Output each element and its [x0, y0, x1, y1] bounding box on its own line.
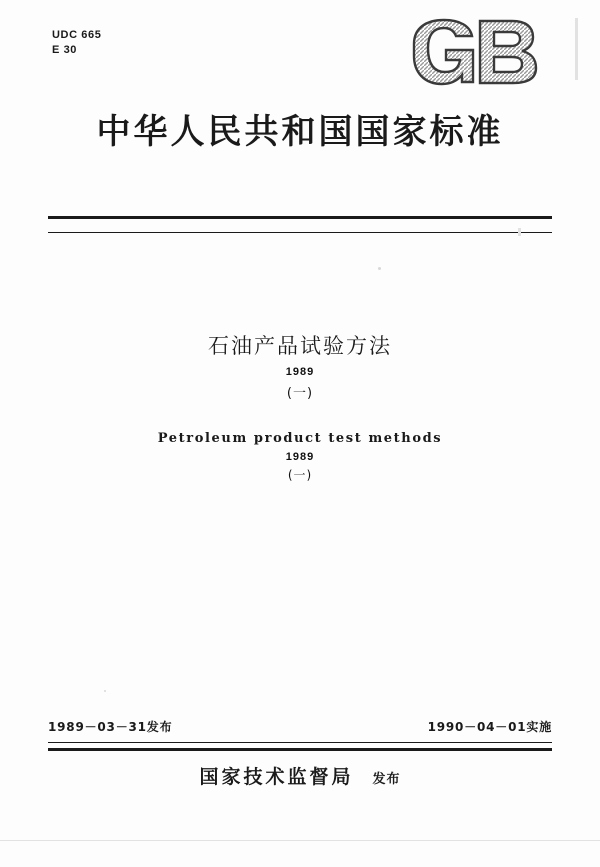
footer-rule-thin	[48, 742, 552, 743]
header-rule-thick	[48, 216, 552, 219]
udc-code: UDC 665	[52, 29, 102, 41]
scan-artifact	[378, 267, 381, 270]
header-rule-thin	[48, 232, 552, 233]
title-block	[0, 330, 600, 483]
issuer-name: 国家技术监督局	[199, 766, 354, 788]
document-year-cn: 1989	[285, 366, 315, 378]
header-title: 中华人民共和国国家标准	[96, 112, 504, 152]
category-code: E 30	[52, 43, 78, 56]
effective-date: 1990－04－01实施	[427, 720, 552, 734]
gb-national-standard-logo-icon	[412, 18, 542, 90]
classification-block	[52, 28, 101, 58]
document-part-en: (一)	[287, 468, 313, 482]
document-part-cn: (一)	[286, 386, 314, 401]
scan-artifact	[104, 690, 106, 692]
document-title-en: Petroleum product test methods	[157, 431, 443, 446]
scan-artifact	[0, 840, 600, 841]
issue-date: 1989－03－31发布	[48, 720, 173, 734]
issuer-block	[0, 762, 600, 789]
scan-artifact	[518, 228, 521, 236]
issuer-action: 发布	[372, 772, 401, 787]
footer-rule-thick	[48, 748, 552, 751]
footer-dates	[48, 718, 552, 735]
document-title-cn: 石油产品试验方法	[208, 334, 392, 358]
document-year-en: 1989	[285, 451, 315, 463]
scan-artifact	[575, 18, 578, 80]
